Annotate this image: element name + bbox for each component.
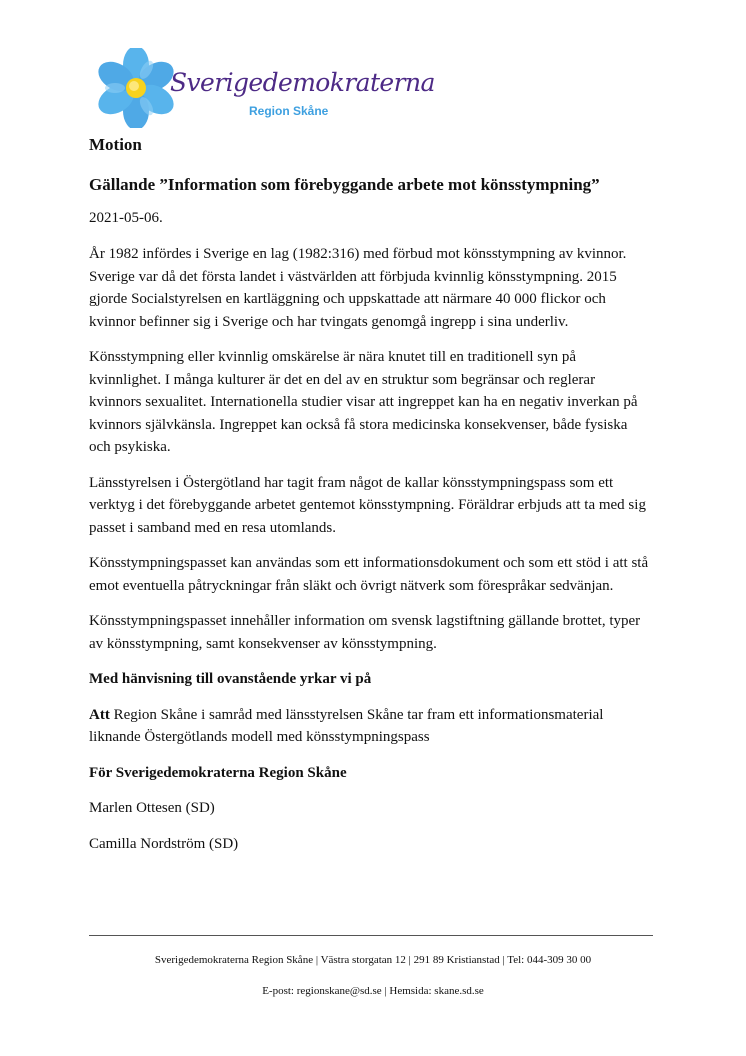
paragraph-1: År 1982 infördes i Sverige en lag (1982:316) med förbud mot könsstympning av kvinnor. Sverige var då det första landet i västvärlden att förbjuda kvinnlig könsstympning. 2015 gjorde Socialstyrelsen en kartläggning och uppskattade att närmare 40 000 flickor och kvinnor befinner sig i Sverige och har tvingats genomgå ingrepp i sina underliv. <box>89 246 627 330</box>
demand-paragraph <box>89 704 651 749</box>
footer-contact: E-post: regionskane@sd.se | Hemsida: skane.sd.se <box>262 985 484 997</box>
paragraph-4: Könsstympningspasset kan användas som ett informationsdokument och som ett stöd i att stå emot eventuella påtryckningar från släkt och övrigt nätverk som förespråkar sedvänjan. <box>89 555 649 594</box>
logo-wordmark: Sverigedemokraterna <box>170 68 435 97</box>
logo-subtitle: Region Skåne <box>249 104 329 118</box>
footer-divider <box>89 935 653 936</box>
document-subject: Gällande ”Information som förebyggande arbete mot könsstympning” <box>89 175 600 194</box>
document-body <box>89 134 651 869</box>
paragraph-2: Könsstympning eller kvinnlig omskärelse är nära knutet till en traditionell syn på kvinnlighet. I många kulturer är det en del av en struktur som begränsar och reglerar kvinnors sexualitet. Internationella studier visar att ingreppet kan ha en negativ inverkan på kvinnors självkänsla. Ingreppet kan också få stora medicinska konsekvenser, både fysiska och psykiska. <box>89 349 638 455</box>
signatory-2: Camilla Nordström (SD) <box>89 836 239 852</box>
demand-intro: Med hänvisning till ovanstående yrkar vi på <box>89 671 372 687</box>
footer-address: Sverigedemokraterna Region Skåne | Västra storgatan 12 | 291 89 Kristianstad | Tel: 044-309 30 00 <box>154 954 592 966</box>
paragraph-5: Könsstympningspasset innehåller information om svensk lagstiftning gällande brottet, typer av könsstympning, samt konsekvenser av könsstympning. <box>89 613 641 652</box>
document-date: 2021-05-06. <box>89 210 163 226</box>
party-logo <box>92 48 435 128</box>
demand-lead: Att <box>89 706 110 723</box>
document-type: Motion <box>89 135 142 154</box>
demand-text: Region Skåne i samråd med länsstyrelsen Skåne tar fram ett informationsmaterial liknande Östergötlands modell med könsstympningspass <box>89 706 604 745</box>
paragraph-3: Länsstyrelsen i Östergötland har tagit fram något de kallar könsstympningspass som ett verktyg i det förebyggande arbetet gentemot könsstympning. Föräldrar erbjuds att ta med sig passet i samband med en resa utomlands. <box>89 474 646 536</box>
signatory-1: Marlen Ottesen (SD) <box>89 800 215 816</box>
anemone-flower-icon <box>92 48 176 128</box>
signoff: För Sverigedemokraterna Region Skåne <box>89 764 347 781</box>
